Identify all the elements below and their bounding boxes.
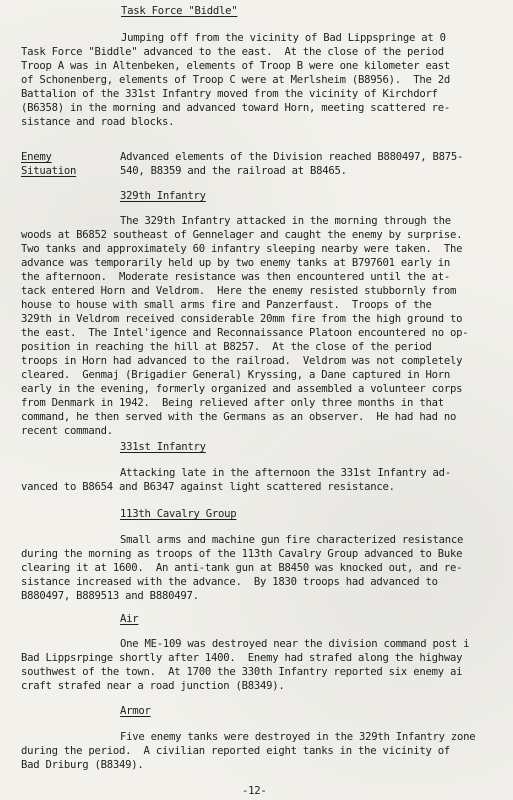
text-line: 329th in Veldrom received considerable 20mm fire from the high ground to [21,313,463,325]
text-line: the afternoon. Moderate resistance was then encountered until the at- [21,271,450,283]
text-line: Jumping off from the vicinity of Bad Lippspringe at 0 [121,32,446,44]
section-heading: Air [120,613,139,625]
section-title-task-force: Task Force "Biddle" [121,5,238,17]
text-line: woods at B6852 southeast of Gennelager and caught the enemy by surprise. [21,229,463,241]
text-line: position in reaching the hill at B8257. At the close of the period [21,341,432,353]
enemy-situation-label: Enemy [21,151,52,163]
text-line: (B6358) in the morning and advanced toward Horn, meeting scattered re- [21,102,450,114]
text-line: of Schonenberg, elements of Troop C were at Merlsheim (B8956). The 2d [21,74,450,86]
text-line: Five enemy tanks were destroyed in the 329th Infantry zone [120,731,476,743]
text-line: One ME-109 was destroyed near the division command post i [120,638,470,650]
text-line: from Denmark in 1942. Being relieved after only three months in that [21,397,444,409]
section-heading: Armor [120,705,151,717]
text-line: The 329th Infantry attacked in the morning through the [120,215,451,227]
text-line: Bad Lippsrpinge shortly after 1400. Enemy had strafed along the highway [21,652,463,664]
text-line: troops in Horn had advanced to the railroad. Veldrom was not completely [21,355,463,367]
text-line: during the morning as troops of the 113th Cavalry Group advanced to Buke [21,548,463,560]
text-line: Attacking late in the afternoon the 331st Infantry ad- [120,467,451,479]
text-line: vanced to B8654 and B6347 against light scattered resistance. [21,481,395,493]
text-line: house to house with small arms fire and Panzerfaust. Troops of the [21,299,432,311]
text-line: Two tanks and approximately 60 infantry sleeping nearby were taken. The [21,243,463,255]
text-line: tack entered Horn and Veldrom. Here the enemy resisted stubbornly from [21,285,457,297]
enemy-situation-label: Situation [21,165,77,177]
text-line: early in the evening, formerly organized and assembled a volunteer corps [21,383,463,395]
text-line: cleared. Genmaj (Brigadier General) Kryssing, a Dane captured in Horn [21,369,450,381]
page-number: -12- [242,785,267,797]
text-line: command, he then served with the Germans as an observer. He had had no [21,411,457,423]
text-line: clearing it at 1600. An anti-tank gun at B8450 was knocked out, and re- [21,562,463,574]
text-line: Advanced elements of the Division reached B880497, B875- [120,151,464,163]
section-heading: 331st Infantry [120,441,206,453]
section-heading: 329th Infantry [120,190,206,202]
text-line: craft strafed near a road junction (B8349). [21,680,285,692]
text-line: Troop A was in Altenbeken, elements of Troop B were one kilometer east [21,60,450,72]
text-line: sistance increased with the advance. By 1830 troops had advanced to [21,576,438,588]
text-line: B880497, B889513 and B880497. [21,590,199,602]
text-line: Bad Driburg (B8349). [21,759,144,771]
text-line: the east. The Intel'igence and Reconnaissance Platoon encountered no op- [21,327,469,339]
section-heading: 113th Cavalry Group [120,508,237,520]
text-line: sistance and road blocks. [21,116,175,128]
text-line: Small arms and machine gun fire characterized resistance [120,534,464,546]
text-line: recent command. [21,425,113,437]
text-line: advance was temporarily held up by two enemy tanks at B797601 early in [21,257,450,269]
text-line: Battalion of the 331st Infantry moved from the vicinity of Kirchdorf [21,88,438,100]
text-line: 540, B8359 and the railroad at B8465. [120,165,347,177]
text-line: during the period. A civilian reported eight tanks in the vicinity of [21,745,450,757]
text-line: Task Force "Biddle" advanced to the east. At the close of the period [21,46,444,58]
text-line: southwest of the town. At 1700 the 330th Infantry reported six enemy ai [21,666,463,678]
